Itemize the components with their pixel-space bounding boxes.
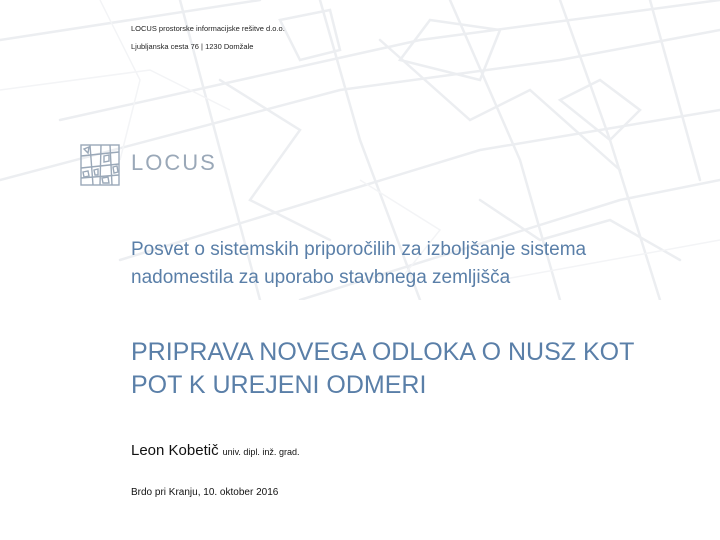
author-degree: univ. dipl. inž. grad. (222, 447, 300, 457)
logo-wordmark: LOCUS (131, 150, 217, 175)
author-line (131, 443, 299, 459)
presentation-title: PRIPRAVA NOVEGA ODLOKA O NUSZ KOT POT K UREJENI ODMERI (131, 338, 634, 399)
place-and-date: Brdo pri Kranju, 10. oktober 2016 (131, 487, 279, 498)
city-map-grid-icon (80, 144, 120, 186)
company-name: LOCUS prostorske informacijske rešitve d.o.o. (131, 24, 285, 33)
author-name: Leon Kobetič (131, 442, 219, 459)
presentation-subtitle: Posvet o sistemskih priporočilih za izboljšanje sistema nadomestila za uporabo stavbnega zemljišča (131, 239, 587, 288)
company-address: Ljubljanska cesta 76 | 1230 Domžale (131, 42, 254, 51)
